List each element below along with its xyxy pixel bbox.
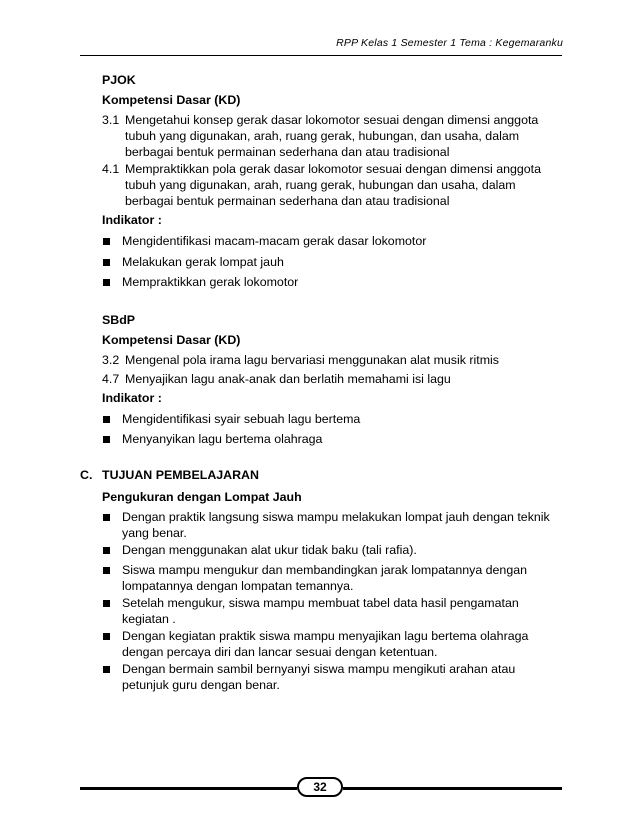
tujuan-item: yang benar. (122, 526, 187, 540)
tujuan-subtitle: Pengukuran dengan Lompat Jauh (102, 490, 302, 504)
pjok-kd-num: 4.1 (102, 162, 120, 176)
bullet-icon (103, 238, 110, 245)
sbdp-kd-text: Mengenal pola irama lagu bervariasi menggunakan alat musik ritmis (125, 353, 499, 367)
bullet-icon (103, 633, 110, 640)
pjok-indicator: Melakukan gerak lompat jauh (122, 255, 284, 269)
pjok-indicator: Mempraktikkan gerak lokomotor (122, 275, 299, 289)
sbdp-kd-num: 3.2 (102, 353, 120, 367)
bullet-icon (103, 259, 110, 266)
tujuan-title: TUJUAN PEMBELAJARAN (102, 468, 259, 482)
sbdp-indicator: Mengidentifikasi syair sebuah lagu bertema (122, 412, 361, 426)
tujuan-item: Dengan kegiatan praktik siswa mampu menyajikan lagu bertema olahraga (122, 629, 529, 643)
bullet-icon (103, 600, 110, 607)
tujuan-item: Setelah mengukur, siswa mampu membuat tabel data hasil pengamatan (122, 596, 519, 610)
footer-rule-right (343, 787, 562, 790)
pjok-kd-text: berbagai bentuk permainan sederhana dan atau tradisional (125, 194, 450, 208)
bullet-icon (103, 279, 110, 286)
page-number: 32 (297, 777, 343, 797)
bullet-icon (103, 666, 110, 673)
tujuan-item: kegiatan . (122, 612, 176, 626)
bullet-icon (103, 547, 110, 554)
tujuan-item: lompatannya dengan lompatan temannya. (122, 579, 354, 593)
pjok-kd-text: berbagai bentuk permainan sederhana dan atau tradisional (125, 145, 450, 159)
tujuan-item: dengan percaya diri dan lancar sesuai dengan ketentuan. (122, 645, 438, 659)
tujuan-item: Dengan menggunakan alat ukur tidak baku (tali rafia). (122, 543, 417, 557)
pjok-kd-text: Mempraktikkan pola gerak dasar lokomotor sesuai dengan dimensi anggota (125, 162, 542, 176)
tujuan-item: Dengan praktik langsung siswa mampu melakukan lompat jauh dengan teknik (122, 510, 550, 524)
sbdp-kd-text: Menyajikan lagu anak-anak dan berlatih memahami isi lagu (125, 372, 451, 386)
sbdp-heading: SBdP (102, 313, 136, 327)
pjok-kd-title: Kompetensi Dasar (KD) (102, 93, 241, 107)
pjok-kd-num: 3.1 (102, 113, 120, 127)
tujuan-item: Siswa mampu mengukur dan membandingkan jarak lompatannya dengan (122, 563, 528, 577)
pjok-indicator-title: Indikator : (102, 213, 162, 227)
pjok-indicator: Mengidentifikasi macam-macam gerak dasar lokomotor (122, 234, 427, 248)
sbdp-indicator-title: Indikator : (102, 391, 162, 405)
sbdp-kd-num: 4.7 (102, 372, 120, 386)
bullet-icon (103, 567, 110, 574)
bullet-icon (103, 436, 110, 443)
sbdp-kd-title: Kompetensi Dasar (KD) (102, 333, 241, 347)
tujuan-item: Dengan bermain sambil bernyanyi siswa mampu mengikuti arahan atau (122, 662, 516, 676)
pjok-kd-text: tubuh yang digunakan, arah, ruang gerak, hubungan dan usaha, dalam (125, 178, 516, 192)
running-header: RPP Kelas 1 Semester 1 Tema : Kegemaranku (336, 37, 563, 49)
pjok-heading: PJOK (102, 73, 136, 87)
bullet-icon (103, 416, 110, 423)
tujuan-item: petunjuk guru dengan benar. (122, 678, 280, 692)
footer-rule-left (80, 787, 297, 790)
bullet-icon (103, 514, 110, 521)
pjok-kd-text: tubuh yang digunakan, arah, ruang gerak, hubungan, dan usaha, dalam (125, 129, 520, 143)
pjok-kd-text: Mengetahui konsep gerak dasar lokomotor sesuai dengan dimensi anggota (125, 113, 539, 127)
section-letter: C. (80, 468, 93, 482)
sbdp-indicator: Menyanyikan lagu bertema olahraga (122, 432, 323, 446)
